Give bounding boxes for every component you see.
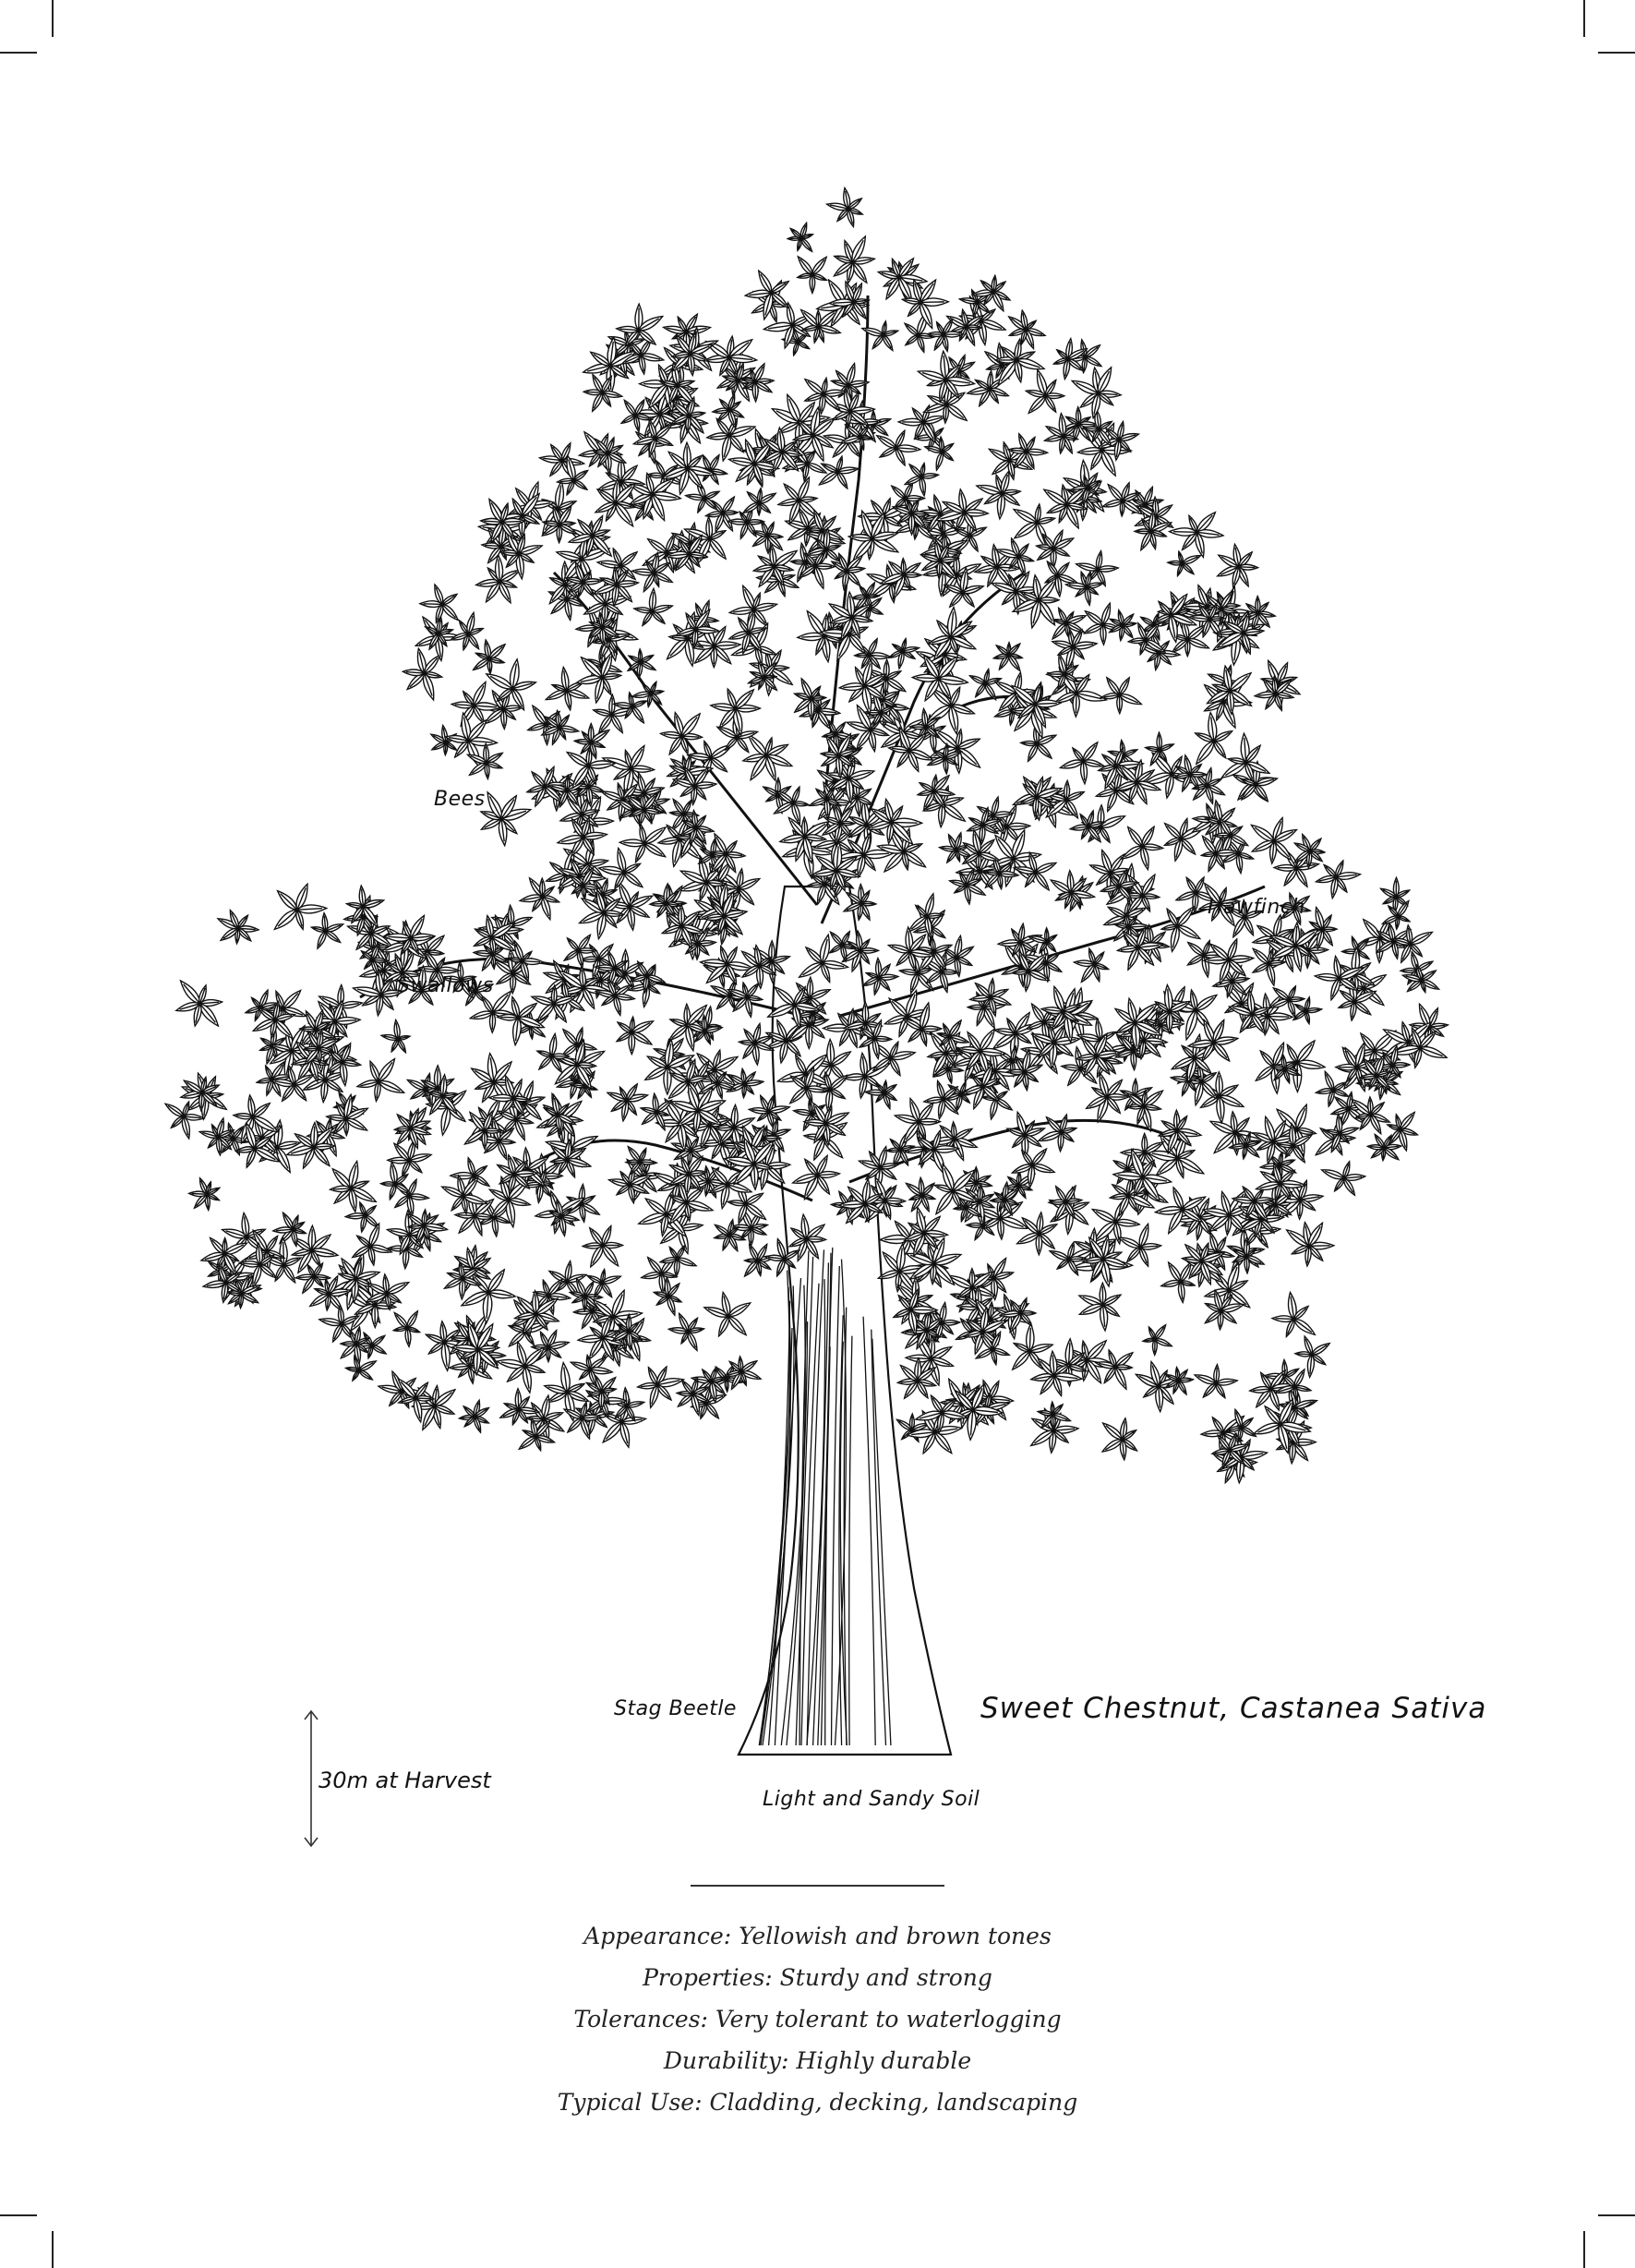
crop-mark-bottom-left-v <box>52 2231 54 2268</box>
label-swallows: Swallows <box>397 974 494 997</box>
label-soil: Light and Sandy Soil <box>763 1788 980 1811</box>
crop-mark-bottom-right-h <box>1598 2214 1635 2216</box>
height-label: 30m at Harvest <box>319 1767 491 1793</box>
crop-mark-top-right-v <box>1583 0 1585 37</box>
spec-properties: Properties: Sturdy and strong <box>643 1964 992 1991</box>
spec-typical-use: Typical Use: Cladding, decking, landscaping <box>557 2089 1078 2116</box>
spec-tolerances: Tolerances: Very tolerant to waterlogging <box>573 2006 1062 2033</box>
chestnut-tree-illustration <box>138 185 1486 1773</box>
spec-appearance: Appearance: Yellowish and brown tones <box>583 1923 1052 1949</box>
crop-mark-bottom-right-v <box>1583 2231 1585 2268</box>
divider <box>691 1885 944 1887</box>
label-hawfinch: Hawfinch <box>1208 896 1305 919</box>
label-bees: Bees <box>434 788 486 811</box>
crop-mark-top-left-v <box>52 0 54 37</box>
crop-mark-top-right-h <box>1598 52 1635 54</box>
crop-mark-top-left-h <box>0 52 37 54</box>
tree-svg <box>138 185 1486 1773</box>
label-stag-beetle: Stag Beetle <box>614 1697 737 1720</box>
crop-mark-bottom-left-h <box>0 2214 37 2216</box>
spec-durability: Durability: Highly durable <box>663 2047 972 2074</box>
species-title: Sweet Chestnut, Castanea Sativa <box>980 1692 1487 1725</box>
specs-block <box>0 1915 1635 2123</box>
